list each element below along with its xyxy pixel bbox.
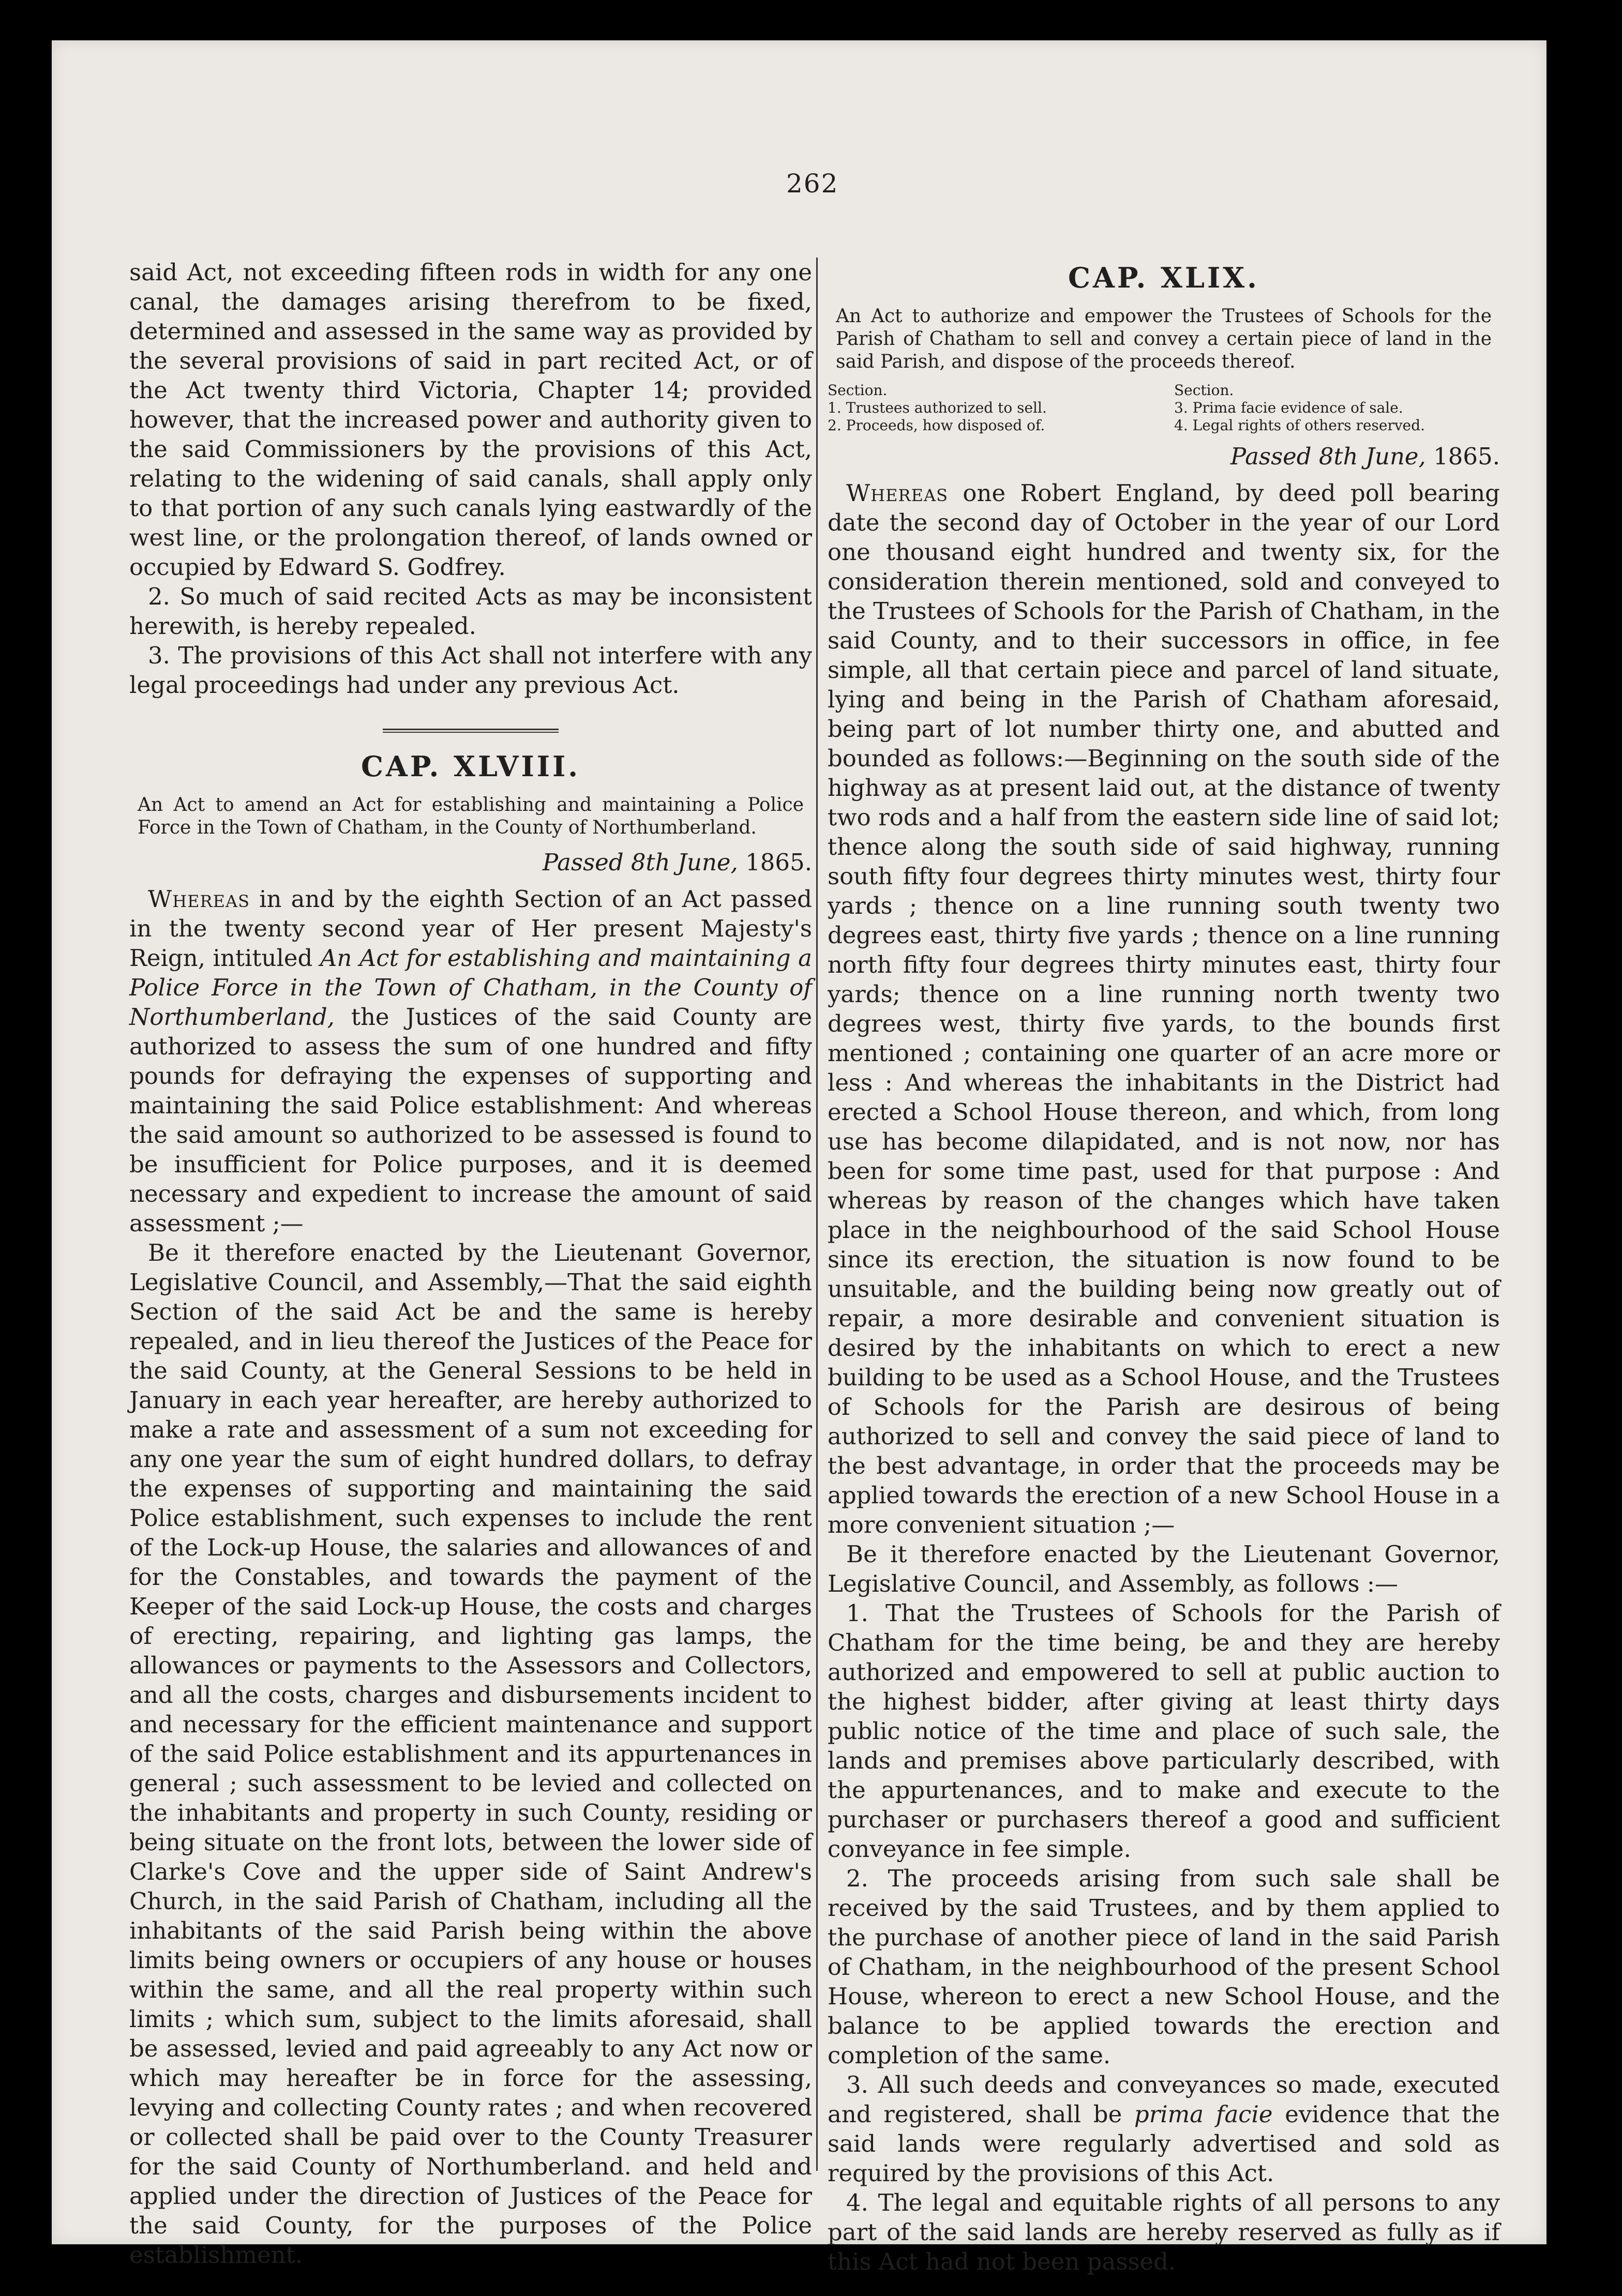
cap-xlix-section-2: 2. The proceeds arising from such sale shall be received by the said Trustees, and by them applied to the purchase of another piece of land in the said Parish of Chatham, in the neighbourhood of the present School House, whereon to erect a new School House, and the balance to be applied towards the erection and completion of the same. xyxy=(828,1865,1500,2069)
section-3-text-b: evidence that the said lands were regularly advertised and sold as required by the provisions of this Act. xyxy=(828,2101,1500,2187)
cap-xlviii-enacting-clause: Be it therefore enacted by the Lieutenant Governor, Legislative Council, and Assembly,—That the said eighth Section of the said Act be and the same is hereby repealed, and in lieu thereof the Justices of the Peace for the said County, at the General Sessions to be held in January in each year hereafter, are hereby authorized to make a rate and assessment of a sum not exceeding for any one year the sum of eight hundred dollars, to defray the expenses of supporting and maintaining the said Police establishment, such expenses to include the rent of the Lock-up House, the salaries and allowances of and for the Constables, and towards the payment of the Keeper of the said Lock-up House, the costs and charges of erecting, repairing, and lighting gas lamps, the allowances or payments to the Assessors and Collectors, and all the costs, charges and disbursements incident to and necessary for the efficient maintenance and support of the said Police establishment and its appurtenances in general ; such assessment to be levied and collected on the inhabitants and property in such County, residing or being situate on the front lots, between the lower side of Clarke's Cove and the upper side of Saint Andrew's Church, in the said Parish of Chatham, including all the inhabitants of the said Parish being within the above limits being owners or occupiers of any house or houses within the same, and all the real property within such limits ; which sum, subject to the limits aforesaid, shall be assessed, levied and paid agreeably to any Act now or which may hereafter be in force for the assessing, levying and collecting County rates ; and when recovered or collected shall be paid over to the County Treasurer for the said County of Northumberland. and held and applied under the direction of Justices of the Peace for the said County, for the purposes of the Police establishment. xyxy=(129,1239,812,2269)
preamble-act-title: An Act for establishing and maintaining a Police Force in the Town of Chatham, in the County of Northumberland, xyxy=(129,944,812,1031)
right-column xyxy=(828,258,1500,2276)
passed-label: Passed 8th June, xyxy=(1230,443,1426,470)
section-index-item: 1. Trustees authorized to sell. xyxy=(828,399,1047,416)
section-3-paragraph: 3. The provisions of this Act shall not interfere with any legal proceedings had under any previous Act. xyxy=(129,642,812,699)
preamble-text: one Robert England, by deed poll bearing date the second day of October in the year of our Lord one thousand eight hundred and twenty six, for the consideration therein mentioned, sold and conveyed to the Trustees of Schools for the Parish of Chatham, in the said County, and to their successors in office, in fee simple, all that certain piece and parcel of land situate, lying and being in the Parish of Chatham aforesaid, being part of lot number thirty one, and abutted and bounded as follows:—Beginning on the south side of the highway as at present laid out, at the distance of twenty two rods and a half from the eastern side line of said lot; thence along the south side of said highway, running south fifty four degrees thirty minutes west, thirty four yards ; thence on a line running south twenty two degrees east, thirty five yards ; thence on a line running north fifty four degrees thirty minutes east, thirty four yards; thence on a line running north twenty two degrees west, thirty five yards, to the bounds first mentioned ; containing one quarter of an acre more or less : And whereas the inhabitants in the District had erected a School House thereon, and which, from long use has become dilapidated, and is not now, nor has been for some time past, used for that purpose : And whereas by reason of the changes which have taken place in the neighbourhood of the said School House since its erection, the situation is now found to be unsuitable, and the building being now greatly out of repair, a more desirable and convenient situation is desired by the inhabitants on which to erect a new building to be used as a School House, and the Trustees of Schools for the Parish are desirous of being authorized to sell and convey the said piece of land to the best advantage, in order that the proceeds may be applied towards the erection of a new School House in a more convenient situation ;— xyxy=(828,479,1500,1538)
whereas-word: Whereas xyxy=(148,885,250,913)
passed-label: Passed 8th June, xyxy=(542,849,738,876)
passed-year: 1865. xyxy=(745,849,812,876)
page-number: 262 xyxy=(786,169,839,199)
section-index-left xyxy=(828,382,1153,434)
whereas-word: Whereas xyxy=(846,479,949,507)
cap-xlix-section-1: 1. That the Trustees of Schools for the Parish of Chatham for the time being, be and they are hereby authorized and empowered to sell at public auction to the highest bidder, after giving at least thirty days public notice of the time and place of such sale, the lands and premises above particularly described, with the appurtenances, and to make and execute to the purchaser or purchasers thereof a good and sufficient conveyance in fee simple. xyxy=(828,1599,1500,1863)
cap-xlix-act-title: An Act to authorize and empower the Trustees of Schools for the Parish of Chatham to sell and convey a certain piece of land in the said Parish, and dispose of the proceeds thereof. xyxy=(836,306,1492,372)
continuation-paragraph: said Act, not exceeding fifteen rods in width for any one canal, the damages arising therefrom to be fixed, determined and assessed in the same way as provided by the several provisions of said in part recited Act, or of the Act twenty third Victoria, Chapter 14; provided however, that the increased power and authority given to the said Commissioners by the provisions of this Act, relating to the widening of said canals, shall apply only to that portion of any such canals lying eastwardly of the west line, or the prolongation thereof, of lands owned or occupied by Edward S. Godfrey. xyxy=(129,259,812,581)
cap-xlix-passed-date xyxy=(828,442,1500,471)
preamble-text-a: in and by the eighth Section of an Act passed in the twenty second year of Her present Majesty's Reign, intituled xyxy=(129,885,812,972)
cap-xlix-enacting-clause: Be it therefore enacted by the Lieutenant Governor, Legislative Council, and Assembly, as follows :— xyxy=(828,1540,1500,1597)
section-index-header: Section. xyxy=(1174,382,1234,399)
preamble-text-b: the Justices of the said County are authorized to assess the sum of one hundred and fifty pounds for defraying the expenses of supporting and maintaining the said Police establishment: And whereas the said amount so authorized to be assessed is found to be insufficient for Police purposes, and it is deemed necessary and expedient to increase the amount of said assessment ;— xyxy=(129,1003,812,1237)
section-index-item: 3. Prima facie evidence of sale. xyxy=(1174,399,1403,416)
section-index xyxy=(828,382,1500,434)
section-2-paragraph: 2. So much of said recited Acts as may be inconsistent herewith, is hereby repealed. xyxy=(129,583,812,640)
prima-facie-term: prima facie xyxy=(1134,2101,1273,2128)
section-3-text-a: 3. All such deeds and conveyances so made, executed and registered, shall be xyxy=(828,2071,1500,2128)
cap-xlix-preamble xyxy=(828,478,1500,1539)
section-index-header: Section. xyxy=(828,382,888,399)
cap-xlviii-act-title: An Act to amend an Act for establishing and maintaining a Police Force in the Town of Chatham, in the County of Northumberland. xyxy=(138,794,804,838)
section-index-item: 4. Legal rights of others reserved. xyxy=(1174,417,1425,434)
cap-xlix-heading: CAP. XLIX. xyxy=(1068,261,1259,294)
cap-xlviii-heading: CAP. XLVIII. xyxy=(361,750,581,783)
section-divider-rule xyxy=(383,729,559,733)
cap-xlviii-passed-date xyxy=(129,848,812,877)
cap-xlviii-preamble xyxy=(129,884,812,1238)
column-divider xyxy=(816,258,818,2171)
section-index-item: 2. Proceeds, how disposed of. xyxy=(828,417,1045,434)
document-page xyxy=(52,40,1546,2275)
left-column xyxy=(129,258,812,2270)
section-index-right xyxy=(1153,382,1500,434)
cap-xlix-section-4: 4. The legal and equitable rights of all persons to any part of the said lands are hereby reserved as fully as if this Act had not been passed. xyxy=(828,2189,1500,2275)
cap-xlix-section-3 xyxy=(828,2070,1500,2188)
passed-year: 1865. xyxy=(1433,443,1500,470)
